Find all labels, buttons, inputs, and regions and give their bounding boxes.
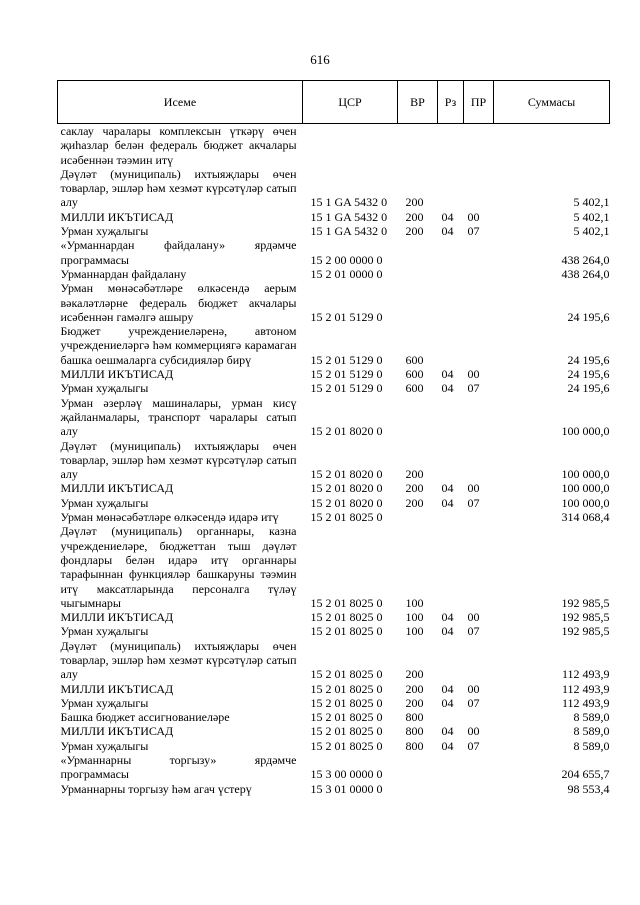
row-csr: 15 2 01 8020 0 <box>310 495 383 510</box>
table-row <box>58 224 610 238</box>
row-vr <box>398 396 438 439</box>
row-csr: 15 2 01 8025 0 <box>310 681 383 696</box>
table-row <box>58 510 610 524</box>
row-rz <box>438 267 464 281</box>
row-pr: 07 <box>467 495 480 510</box>
row-rz <box>438 753 464 782</box>
row-csr: 15 2 01 8025 0 <box>310 695 383 710</box>
row-vr <box>398 782 438 796</box>
row-pr <box>464 510 494 524</box>
row-rz: 04 <box>441 367 454 382</box>
row-sum: 5 402,1 <box>573 195 610 210</box>
row-pr: 00 <box>467 209 480 224</box>
row-name: Башка бюджет ассигнованиеләре <box>60 710 230 725</box>
row-sum: 192 985,5 <box>561 624 610 639</box>
table-row <box>58 624 610 638</box>
budget-table <box>57 80 610 796</box>
row-sum: 24 195,6 <box>567 309 610 324</box>
row-sum <box>494 124 610 167</box>
row-name: МИЛЛИ ИКЪТИСАД <box>60 610 174 625</box>
row-vr: 100 <box>405 595 424 610</box>
row-rz <box>438 324 464 367</box>
row-vr <box>398 267 438 281</box>
row-sum: 24 195,6 <box>567 352 610 367</box>
row-rz <box>438 710 464 724</box>
row-rz <box>438 639 464 682</box>
row-pr <box>464 639 494 682</box>
row-vr: 200 <box>405 681 424 696</box>
row-sum: 112 493,9 <box>561 681 610 696</box>
row-name: МИЛЛИ ИКЪТИСАД <box>60 681 174 696</box>
row-pr <box>464 124 494 167</box>
row-sum: 438 264,0 <box>561 252 610 267</box>
row-sum: 112 493,9 <box>561 667 610 682</box>
table-row <box>58 238 610 267</box>
row-csr: 15 2 00 0000 0 <box>310 252 383 267</box>
row-vr: 200 <box>405 209 424 224</box>
row-vr <box>398 238 438 267</box>
row-vr: 200 <box>405 467 424 482</box>
row-rz: 04 <box>441 224 454 239</box>
row-csr: 15 1 GA 5432 0 <box>310 195 388 210</box>
header-csr: ЦСР <box>303 81 398 124</box>
row-rz: 04 <box>441 209 454 224</box>
row-name: Урман хуҗалыгы <box>60 695 149 710</box>
row-csr <box>303 124 398 167</box>
row-csr: 15 1 GA 5432 0 <box>310 209 388 224</box>
row-name: Урман мөнәсәбәтләре өлкәсендә идарә итү <box>60 510 279 525</box>
table-row <box>58 682 610 696</box>
row-sum: 100 000,0 <box>561 495 610 510</box>
row-vr <box>398 510 438 524</box>
table-row <box>58 367 610 381</box>
row-sum: 98 553,4 <box>567 781 610 796</box>
row-sum: 100 000,0 <box>561 424 610 439</box>
row-name: Урман әзерләү машиналары, урман кисү җайланмалары, транспорт чаралары сатып алу <box>60 395 297 439</box>
row-vr: 200 <box>405 195 424 210</box>
row-name: МИЛЛИ ИКЪТИСАД <box>60 367 174 382</box>
row-csr: 15 2 01 8025 0 <box>310 624 383 639</box>
table-row <box>58 381 610 395</box>
row-name: Урман хуҗалыгы <box>60 495 149 510</box>
table-row <box>58 639 610 682</box>
row-csr: 15 2 01 8020 0 <box>310 424 383 439</box>
row-csr: 15 3 01 0000 0 <box>310 781 383 796</box>
row-name: Урманнардан файдалану <box>60 266 187 281</box>
row-pr: 00 <box>467 481 480 496</box>
row-pr <box>464 439 494 482</box>
row-sum: 112 493,9 <box>561 695 610 710</box>
row-name: «Урманнардан файдалану» ярдәмче программасы <box>60 238 297 267</box>
row-csr: 15 2 01 8020 0 <box>310 481 383 496</box>
header-name: Исеме <box>58 81 303 124</box>
row-csr: 15 2 01 8025 0 <box>310 510 383 525</box>
row-rz <box>438 124 464 167</box>
row-pr <box>464 782 494 796</box>
row-name: МИЛЛИ ИКЪТИСАД <box>60 209 174 224</box>
row-csr: 15 2 01 8025 0 <box>310 710 383 725</box>
row-rz <box>438 396 464 439</box>
table-row <box>58 524 610 610</box>
row-pr <box>464 167 494 210</box>
row-name: Дәүләт (муниципаль) ихтыяҗлары өчен товарлар, эшләр һәм хезмәт күрсәтүләр сатып алу <box>60 166 297 210</box>
table-row <box>58 496 610 510</box>
row-vr: 600 <box>405 352 424 367</box>
row-sum: 5 402,1 <box>573 209 610 224</box>
table-row <box>58 439 610 482</box>
row-pr <box>464 710 494 724</box>
table-row <box>58 324 610 367</box>
row-vr: 800 <box>405 710 424 725</box>
row-name: саклау чаралары комплексын үткәрү өчен җиһазлар белән федераль бюджет акчалары исәбеннән тәэмин итү <box>60 124 297 167</box>
row-pr: 00 <box>467 681 480 696</box>
row-csr: 15 2 01 8025 0 <box>310 595 383 610</box>
table-row <box>58 696 610 710</box>
row-csr: 15 2 01 5129 0 <box>310 309 383 324</box>
row-vr: 100 <box>405 610 424 625</box>
row-csr: 15 2 01 0000 0 <box>310 266 383 281</box>
row-sum: 192 985,5 <box>561 610 610 625</box>
row-rz <box>438 782 464 796</box>
row-rz: 04 <box>441 738 454 753</box>
row-sum: 204 655,7 <box>561 767 610 782</box>
header-pr: ПР <box>464 81 494 124</box>
row-sum: 24 195,6 <box>567 381 610 396</box>
row-csr: 15 2 01 8025 0 <box>310 724 383 739</box>
table-row <box>58 753 610 782</box>
row-rz <box>438 524 464 610</box>
row-vr <box>398 281 438 324</box>
row-pr <box>464 396 494 439</box>
row-name: МИЛЛИ ИКЪТИСАД <box>60 481 174 496</box>
row-sum: 24 195,6 <box>567 367 610 382</box>
row-vr: 200 <box>405 481 424 496</box>
row-pr <box>464 281 494 324</box>
page-number: 616 <box>310 52 330 67</box>
row-csr: 15 1 GA 5432 0 <box>310 224 388 239</box>
table-row <box>58 124 610 167</box>
row-name: Дәүләт (муниципаль) ихтыяҗлары өчен товарлар, эшләр һәм хезмәт күрсәтүләр сатып алу <box>60 638 297 682</box>
row-rz: 04 <box>441 695 454 710</box>
row-csr: 15 3 00 0000 0 <box>310 767 383 782</box>
table-row <box>58 281 610 324</box>
row-sum: 8 589,0 <box>573 738 610 753</box>
row-csr: 15 2 01 5129 0 <box>310 381 383 396</box>
row-rz <box>438 281 464 324</box>
row-pr <box>464 324 494 367</box>
row-pr <box>464 753 494 782</box>
row-sum: 100 000,0 <box>561 481 610 496</box>
row-rz: 04 <box>441 381 454 396</box>
table-row <box>58 267 610 281</box>
row-vr: 600 <box>405 381 424 396</box>
row-sum: 5 402,1 <box>573 224 610 239</box>
row-vr: 800 <box>405 738 424 753</box>
row-vr: 200 <box>405 495 424 510</box>
row-rz: 04 <box>441 481 454 496</box>
row-pr: 07 <box>467 624 480 639</box>
row-pr: 07 <box>467 738 480 753</box>
table-row <box>58 396 610 439</box>
row-pr: 00 <box>467 367 480 382</box>
row-pr <box>464 267 494 281</box>
row-name: Дәүләт (муниципаль) органнары, казна учреждениеләре, бюджеттан тыш дәүләт фондлары белән идарә итү органнары тарафыннан функцияләр башкаруны тәэмин итү максатларында персоналга түләү чыгымнары <box>60 524 297 610</box>
header-vr: ВР <box>398 81 438 124</box>
row-name: Бюджет учреждениеләренә, автоном учреждениеләргә һәм коммерциягә карамаган башка оешмаларга субсидияләр бирү <box>60 324 297 367</box>
table-row <box>58 481 610 495</box>
row-pr: 00 <box>467 610 480 625</box>
row-name: Дәүләт (муниципаль) ихтыяҗлары өчен товарлар, эшләр һәм хезмәт күрсәтүләр сатып алу <box>60 438 297 482</box>
row-vr: 200 <box>405 224 424 239</box>
row-csr: 15 2 01 8020 0 <box>310 467 383 482</box>
table-row <box>58 210 610 224</box>
row-rz: 04 <box>441 610 454 625</box>
row-rz <box>438 167 464 210</box>
row-pr <box>464 524 494 610</box>
row-vr: 800 <box>405 724 424 739</box>
row-vr <box>398 753 438 782</box>
row-pr: 07 <box>467 224 480 239</box>
row-name: Урман хуҗалыгы <box>60 624 149 639</box>
table-row <box>58 724 610 738</box>
row-sum: 314 068,4 <box>561 510 610 525</box>
row-vr: 100 <box>405 624 424 639</box>
table-header-row <box>58 81 610 124</box>
row-name: «Урманнарны торгызу» ярдәмче программасы <box>60 753 297 782</box>
row-rz: 04 <box>441 681 454 696</box>
row-name: Урман хуҗалыгы <box>60 738 149 753</box>
row-rz: 04 <box>441 624 454 639</box>
row-name: Урманнарны торгызу һәм агач үстерү <box>60 781 252 796</box>
table-row <box>58 710 610 724</box>
row-name: Урман хуҗалыгы <box>60 381 149 396</box>
row-csr: 15 2 01 5129 0 <box>310 367 383 382</box>
table-row <box>58 739 610 753</box>
table-row <box>58 610 610 624</box>
row-sum: 8 589,0 <box>573 710 610 725</box>
row-pr: 07 <box>467 695 480 710</box>
table-row <box>58 782 610 796</box>
header-rz: Рз <box>438 81 464 124</box>
row-vr: 200 <box>405 695 424 710</box>
row-name: Урман хуҗалыгы <box>60 224 149 239</box>
row-vr: 200 <box>405 667 424 682</box>
row-name: Урман мөнәсәбәтләре өлкәсендә аерым вәкаләтләрне федераль бюджет акчалары исәбеннән гамәлгә ашыру <box>60 281 297 324</box>
row-pr: 00 <box>467 724 480 739</box>
row-rz <box>438 510 464 524</box>
row-sum: 100 000,0 <box>561 467 610 482</box>
row-rz <box>438 238 464 267</box>
table-body <box>58 124 610 796</box>
row-vr <box>398 124 438 167</box>
row-rz: 04 <box>441 724 454 739</box>
row-csr: 15 2 01 8025 0 <box>310 610 383 625</box>
row-pr: 07 <box>467 381 480 396</box>
table-row <box>58 167 610 210</box>
row-sum: 8 589,0 <box>573 724 610 739</box>
row-csr: 15 2 01 5129 0 <box>310 352 383 367</box>
row-sum: 438 264,0 <box>561 266 610 281</box>
row-rz <box>438 439 464 482</box>
row-pr <box>464 238 494 267</box>
row-name: МИЛЛИ ИКЪТИСАД <box>60 724 174 739</box>
header-sum: Суммасы <box>494 81 610 124</box>
row-sum: 192 985,5 <box>561 595 610 610</box>
row-vr: 600 <box>405 367 424 382</box>
row-csr: 15 2 01 8025 0 <box>310 667 383 682</box>
row-csr: 15 2 01 8025 0 <box>310 738 383 753</box>
row-rz: 04 <box>441 495 454 510</box>
